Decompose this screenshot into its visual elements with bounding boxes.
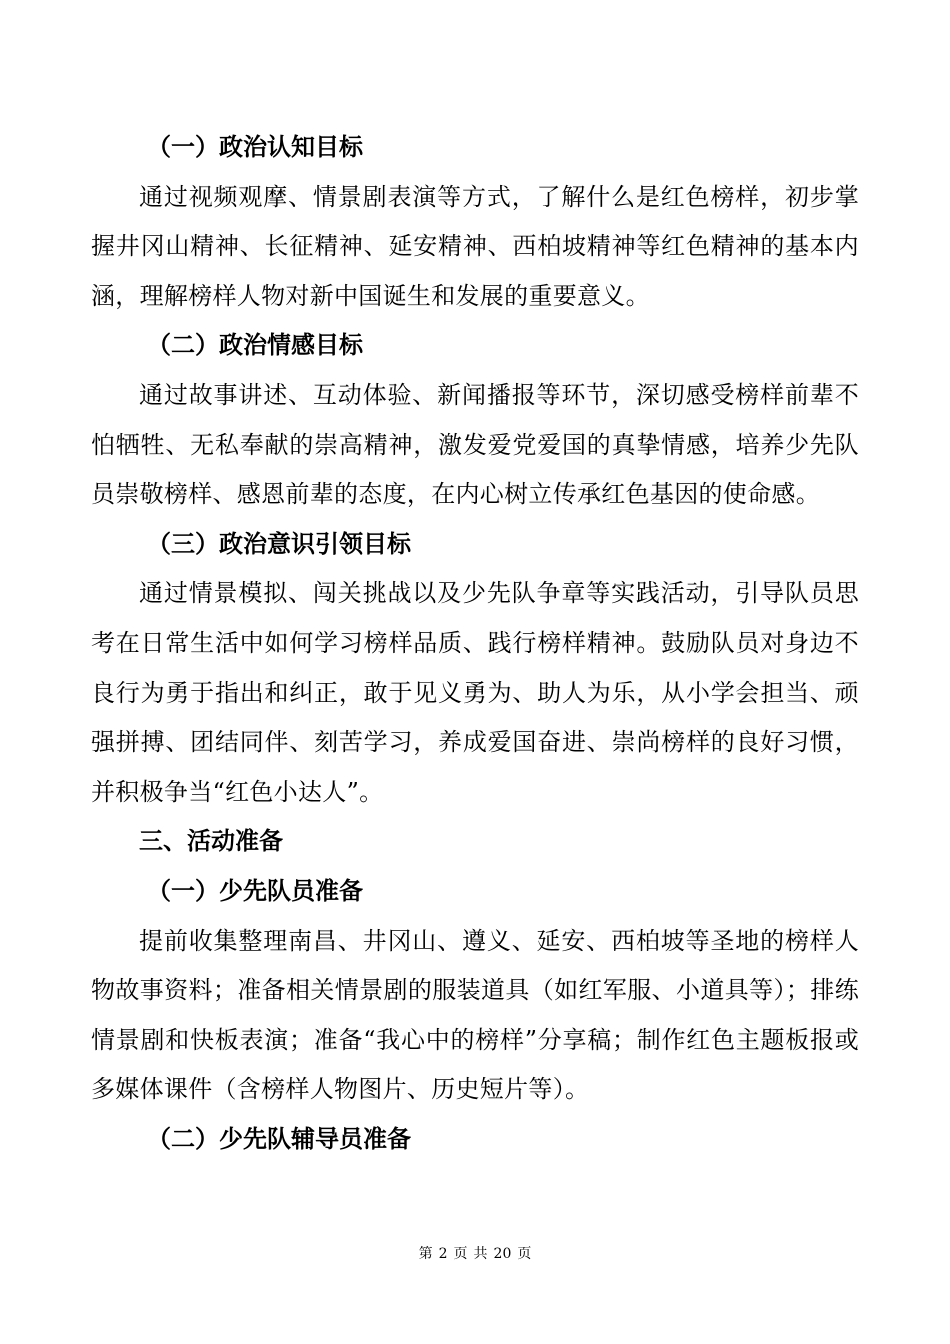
page-footer (0, 1244, 950, 1264)
document-body (91, 123, 859, 1164)
footer-suffix: 页 (517, 1246, 532, 1262)
section-heading-pioneer-preparation: （一）少先队员准备 (147, 876, 363, 905)
footer-total-word: 共 (473, 1246, 488, 1262)
footer-current-page: 2 (438, 1246, 448, 1262)
section-heading-political-cognition: （一）政治认知目标 (147, 133, 363, 161)
section-heading-political-awareness: （三）政治意识引领目标 (147, 529, 411, 558)
footer-total-pages: 20 (493, 1246, 512, 1262)
section-heading-political-emotion: （二）政治情感目标 (147, 331, 363, 360)
section-heading-counselor-preparation: （二）少先队辅导员准备 (147, 1124, 411, 1153)
section-heading-activity-preparation: 三、活动准备 (139, 827, 283, 856)
footer-prefix: 第 (418, 1246, 433, 1262)
paragraph-political-awareness: 通过情景模拟、闯关挑战以及少先队争章等实践活动，引导队员思考在日常生活中如何学习榜样品质、践行榜样精神。鼓励队员对身边不良行为勇于指出和纠正，敢于见义勇为、助人为乐，从小学会担当、顽强拼搏、团结同伴、刻苦学习，养成爱国奋进、崇尚榜样的良好习惯，并积极争当“红色小达人”。 (91, 579, 859, 806)
paragraph-pioneer-preparation: 提前收集整理南昌、井冈山、遵义、延安、西柏坡等圣地的榜样人物故事资料；准备相关情景剧的服装道具（如红军服、小道具等）；排练情景剧和快板表演；准备“我心中的榜样”分享稿；制作红色主题板报或多媒体课件（含榜样人物图片、历史短片等）。 (91, 926, 859, 1104)
footer-page-word: 页 (453, 1246, 468, 1262)
paragraph-political-cognition: 通过视频观摩、情景剧表演等方式，了解什么是红色榜样，初步掌握井冈山精神、长征精神、延安精神、西柏坡精神等红色精神的基本内涵，理解榜样人物对新中国诞生和发展的重要意义。 (91, 182, 859, 310)
paragraph-political-emotion: 通过故事讲述、互动体验、新闻播报等环节，深切感受榜样前辈不怕牺牲、无私奉献的崇高精神，激发爱党爱国的真挚情感，培养少先队员崇敬榜样、感恩前辈的态度，在内心树立传承红色基因的使命感。 (91, 380, 859, 509)
